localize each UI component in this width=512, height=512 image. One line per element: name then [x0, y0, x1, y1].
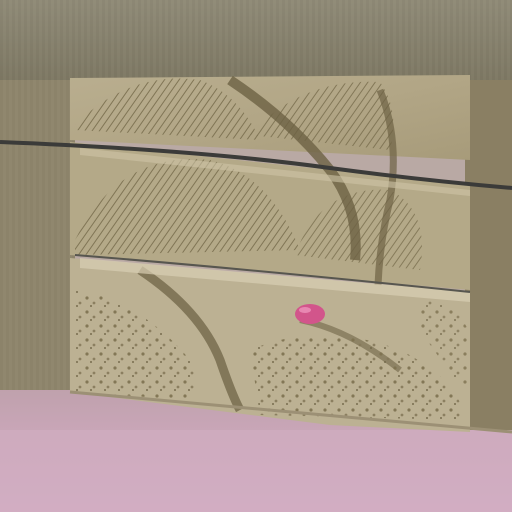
pink-bead [295, 304, 325, 324]
pillow-fabric [70, 75, 470, 432]
right-edge-band [465, 80, 512, 430]
